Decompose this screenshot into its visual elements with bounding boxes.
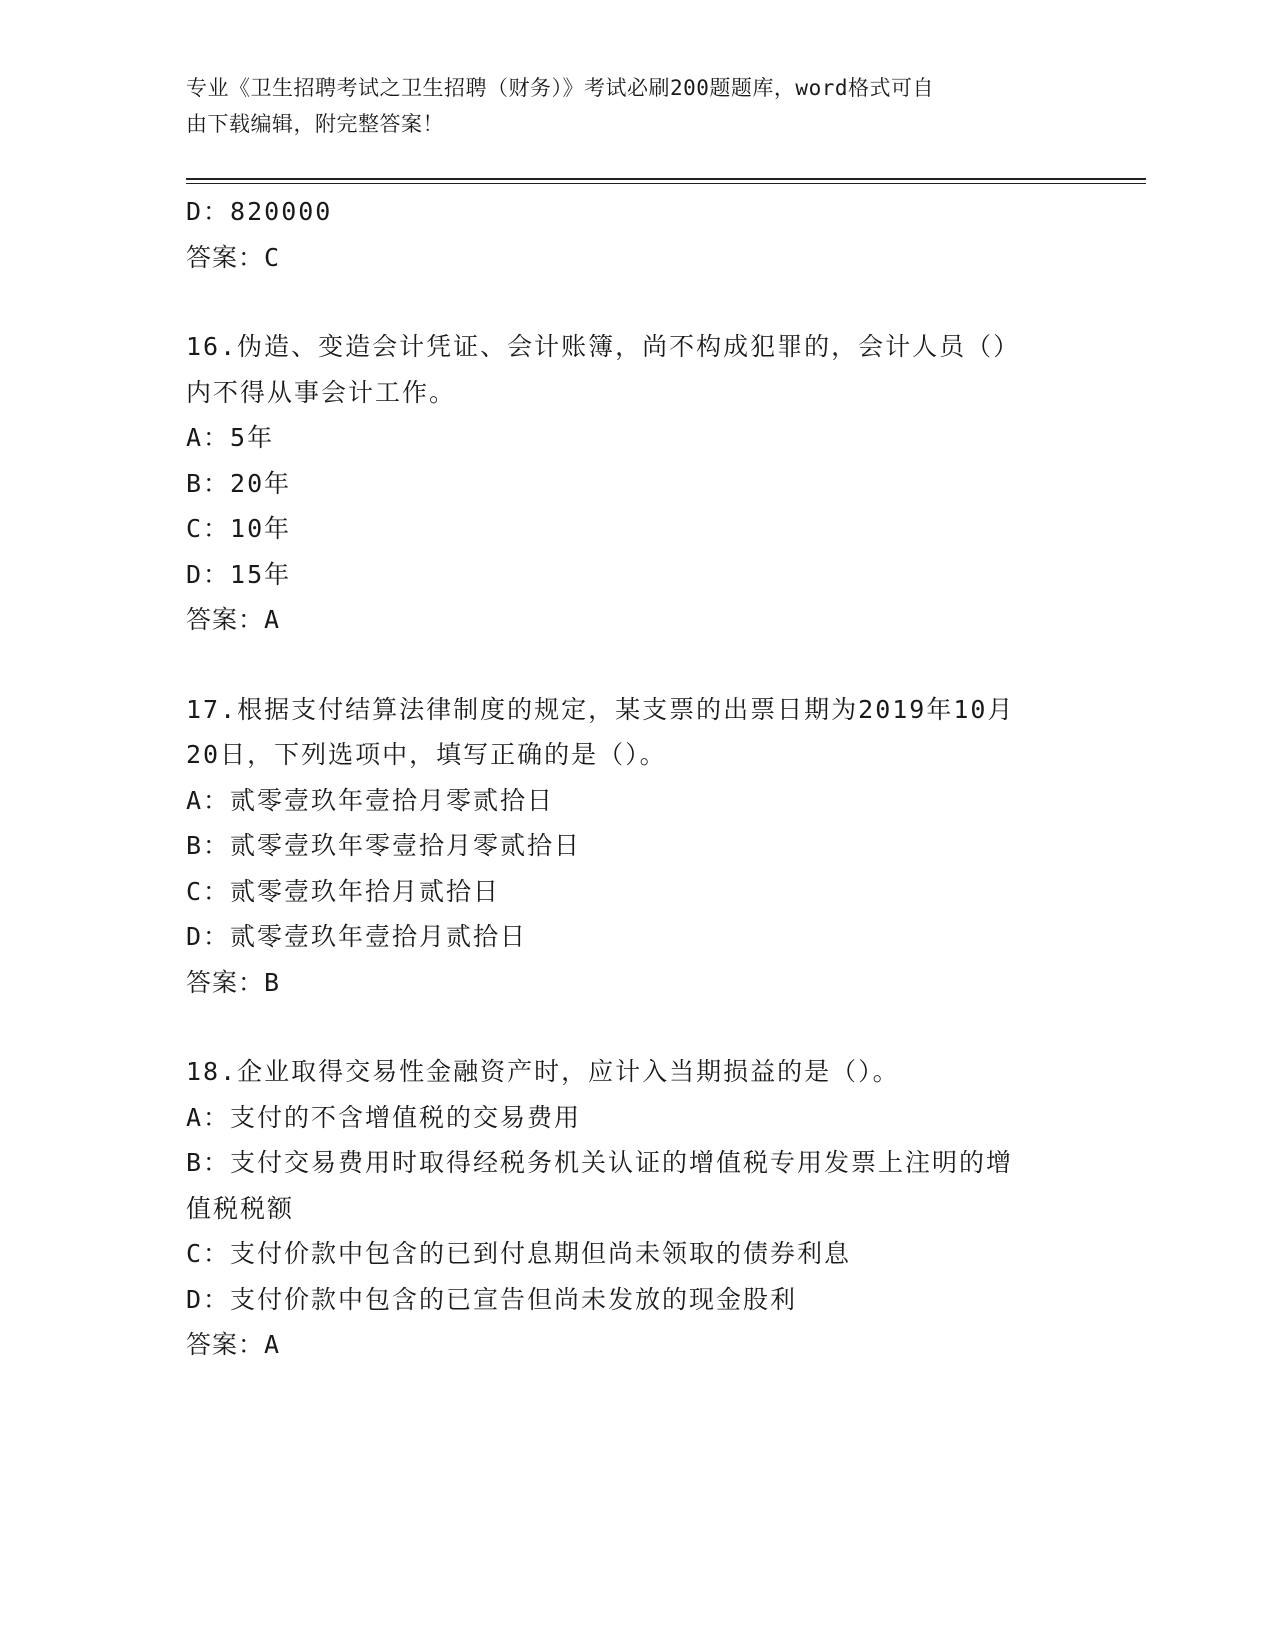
previous-question-tail: [186, 189, 1086, 280]
option-d: D：15年: [186, 559, 292, 589]
option-b-continued: 值税税额: [186, 1193, 295, 1223]
option-c: C：贰零壹玖年拾月贰拾日: [186, 876, 501, 906]
question-stem-line-1: 18.企业取得交易性金融资产时，应计入当期损益的是（）。: [186, 1057, 900, 1086]
option-a: A：支付的不含增值税的交易费用: [186, 1102, 582, 1132]
question-18: [186, 1049, 1086, 1368]
question-stem-line-2: 20日，下列选项中，填写正确的是（）。: [186, 740, 667, 769]
answer-value: C: [264, 242, 281, 272]
option-b: B：20年: [186, 468, 292, 498]
question-16: [186, 324, 1086, 643]
option-d: D：支付价款中包含的已宣告但尚未发放的现金股利: [186, 1284, 798, 1314]
option-b: B：支付交易费用时取得经税务机关认证的增值税专用发票上注明的增: [186, 1148, 1014, 1177]
answer-line: [186, 960, 1086, 1006]
document-header: [186, 70, 1066, 142]
option-c: C：10年: [186, 514, 292, 543]
question-stem-line-2: 内不得从事会计工作。: [186, 377, 457, 407]
answer-line: [186, 235, 1086, 281]
answer-label: 答案：: [186, 605, 265, 634]
question-content: [186, 189, 1086, 1368]
question-spacer: [186, 280, 1086, 324]
question-stem-line-1: 17.根据支付结算法律制度的规定，某支票的出票日期为2019年10月: [186, 694, 1015, 724]
answer-label: 答案：: [186, 1330, 265, 1359]
option-a: A：5年: [186, 423, 275, 452]
answer-line: [186, 1322, 1086, 1368]
header-divider-thick: [186, 178, 1146, 180]
header-divider-thin: [186, 183, 1146, 184]
answer-value: B: [264, 967, 281, 997]
option-d: D：贰零壹玖年壹拾月贰拾日: [186, 922, 528, 951]
question-stem-line-1: 16.伪造、变造会计凭证、会计账簿，尚不构成犯罪的，会计人员（）: [186, 332, 1021, 361]
answer-value: A: [264, 605, 281, 634]
option-a: A：贰零壹玖年壹拾月零贰拾日: [186, 785, 555, 815]
option-b: B：贰零壹玖年零壹拾月零贰拾日: [186, 831, 582, 860]
question-spacer: [186, 1005, 1086, 1049]
question-spacer: [186, 643, 1086, 687]
header-title-line-2: 由下载编辑，附完整答案！: [186, 112, 444, 136]
question-17: [186, 687, 1086, 1006]
header-title-line-1: 专业《卫生招聘考试之卫生招聘（财务）》考试必刷200题题库，word格式可自: [186, 76, 934, 100]
answer-line: [186, 597, 1086, 643]
option-c: C：支付价款中包含的已到付息期但尚未领取的债券利息: [186, 1239, 852, 1268]
answer-value: A: [264, 1330, 281, 1359]
answer-label: 答案：: [186, 242, 265, 272]
answer-label: 答案：: [186, 967, 265, 997]
option-d: D：820000: [186, 197, 333, 226]
